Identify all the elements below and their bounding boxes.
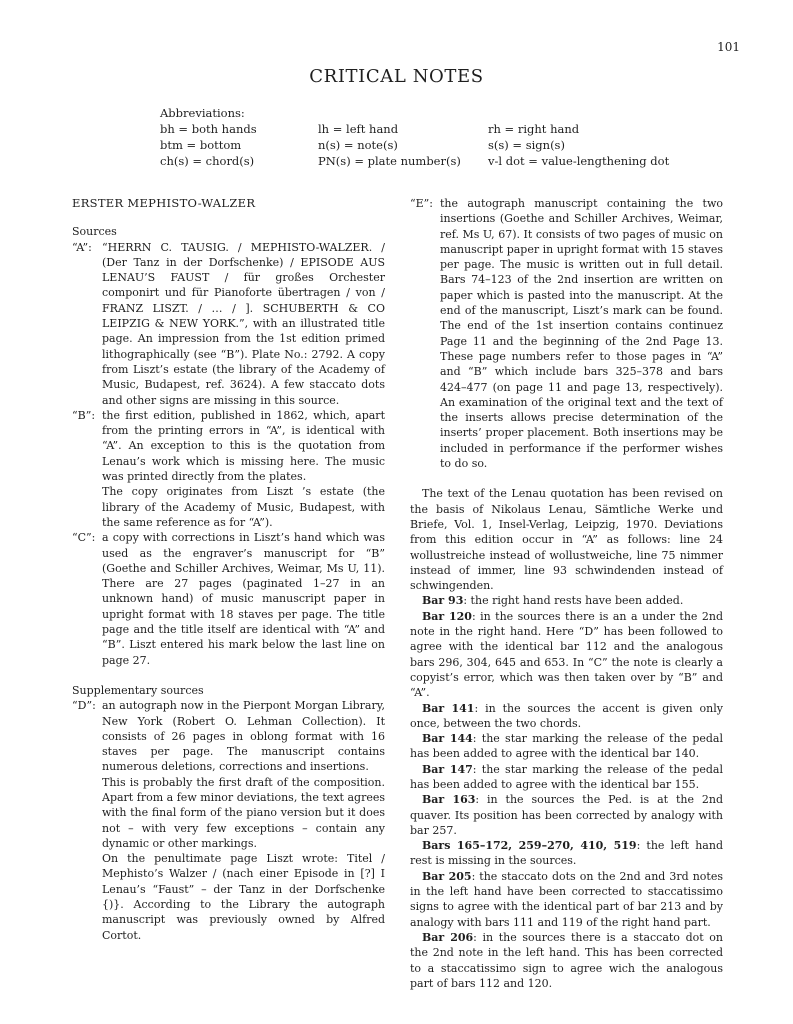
abbreviation-entry: PN(s) = plate number(s) — [318, 154, 461, 168]
right-column — [410, 196, 723, 991]
section-title: ERSTER MEPHISTO-WALZER — [72, 196, 256, 210]
bar-notes — [410, 593, 723, 991]
bar-number: Bar 205 — [422, 869, 472, 883]
sources-heading: Sources — [72, 225, 117, 239]
bar-note-text: : in the sources there is a staccato dot on the 2nd note in the left hand. This has been corrected to a staccatissimo sign to agree wich the analogous part of bars 112 and 120. — [410, 930, 723, 990]
abbreviation-row — [160, 121, 720, 137]
abbreviation-entry: s(s) = sign(s) — [488, 138, 565, 152]
source-entry-e — [410, 196, 723, 471]
bar-number: Bar 120 — [422, 609, 472, 623]
source-text: “HERRN C. TAUSIG. / MEPHISTO-WALZER. / (Der Tanz in der Dorfschenke) / EPISODE AUS LENAU’S FAUST / für großes Orchester componirt und für Pianoforte übertragen / von / FRANZ LISZT. / … / ]. SCHUBERTH & CO LEIPZIG & NEW YORK.”, with an illustrated title page. An impression from the 1st edition primed lithographically (see “B”). Plate No.: 2792. A copy from Liszt’s estate (the library of the Academy of Music, Budapest, ref. 3624). A few staccato dots and other signs are missing in this source. — [102, 240, 385, 407]
bar-note-text: : the star marking the release of the pedal has been added to agree with the identical bar 140. — [410, 732, 723, 761]
source-entry-c — [72, 530, 385, 668]
abbreviation-entry: rh = right hand — [488, 122, 580, 136]
abbreviation-entry: v-l dot = value-lengthening dot — [488, 154, 670, 168]
bar-note — [410, 609, 723, 701]
left-column — [72, 196, 385, 943]
bar-number: Bar 141 — [422, 701, 475, 715]
bar-note — [410, 701, 723, 732]
abbreviation-row — [160, 137, 720, 153]
abbreviation-entry: bh = both hands — [160, 122, 257, 136]
source-entry-d — [72, 698, 385, 943]
source-text: a copy with corrections in Liszt’s hand which was used as the engraver’s manuscript for “B” (Goethe and Schiller Archives, Weimar, Ms U, 11). There are 27 pages (paginated 1–27 in an unknown hand) of music manuscript paper in upright format with 18 staves per page. The title page and the title itself are identical with “A” and “B”. Liszt entered his mark below the last line on page 27. — [102, 531, 385, 667]
bar-note-text: : the left hand rest is missing in the sources. — [410, 839, 723, 868]
bar-note-text: : in the sources the Ped. is at the 2nd quaver. Its position has been corrected by analogy with bar 257. — [410, 793, 724, 837]
bar-number: Bar 206 — [422, 930, 474, 944]
source-label: “E”: — [410, 197, 433, 210]
supplementary-sources-heading: Supplementary sources — [72, 683, 204, 697]
bar-note-text: : in the sources the accent is given only once, between the two chords. — [410, 701, 723, 730]
bar-number: Bar 144 — [422, 732, 473, 746]
bar-note — [410, 731, 723, 762]
abbreviation-row — [160, 153, 720, 169]
source-entry-b — [72, 408, 385, 530]
abbreviation-entry: lh = left hand — [318, 122, 399, 136]
abbreviations-block — [160, 105, 720, 169]
bar-number: Bar 147 — [422, 762, 473, 776]
page-title: CRITICAL NOTES — [309, 66, 484, 87]
abbreviation-entry: ch(s) = chord(s) — [160, 154, 255, 168]
bar-number: Bars 165–172, 259–270, 410, 519 — [422, 839, 637, 853]
page-number: 101 — [717, 40, 740, 54]
bar-note — [410, 869, 723, 930]
bar-note — [410, 838, 723, 869]
bar-note — [410, 792, 723, 838]
bar-note-text: : the right hand rests have been added. — [463, 594, 684, 608]
abbreviations-heading: Abbreviations: — [160, 106, 245, 120]
bar-note — [410, 593, 723, 608]
source-label: “B”: — [72, 408, 96, 422]
bar-note-text: : the star marking the release of the pedal has been added to agree with the identical bar 155. — [410, 762, 723, 791]
source-text: On the penultimate page Liszt wrote: Titel / Mephisto’s Walzer / (nach einer Episode in [?] I Lenau’s “Faust” – der Tanz in der Dorfschenke {)}. According to the Library the autograph manuscript was previously owned by Alfred Cortot. — [102, 852, 385, 942]
lenau-paragraph: The text of the Lenau quotation has been revised on the basis of Nikolaus Lenau, Sämtliche Werke und Briefe, Vol. 1, Insel-Verlag, Leipzig, 1970. Deviations from this edition occur in “A” as follows: line 24 wollustreiche instead of wollustweiche, line 75 nimmer instead of immer, line 93 schwindenden instead of schwingenden. — [410, 487, 723, 593]
bar-number: Bar 163 — [422, 793, 476, 807]
source-label: “A”: — [72, 240, 92, 254]
source-label: “D”: — [72, 699, 96, 713]
source-text: the first edition, published in 1862, which, apart from the printing errors in “A”, is identical with “A”. An exception to this is the quotation from Lenau’s work which is missing here. The music was printed directly from the plates. — [102, 408, 385, 484]
source-label: “C”: — [72, 531, 96, 545]
source-text: an autograph now in the Pierpont Morgan Library, New York (Robert O. Lehman Collection). It consists of 26 pages in oblong format with 16 staves per page. The manuscript contains numerous deletions, corrections and insertions. — [102, 699, 385, 774]
bar-note — [410, 930, 723, 991]
bar-number: Bar 93 — [422, 594, 464, 608]
bar-note-text: : the staccato dots on the 2nd and 3rd notes in the left hand have been corrected to staccatissimo signs to agree with the identical part of bar 213 and by analogy with bars 111 and 119 of the right hand part. — [410, 869, 724, 929]
abbreviation-entry: n(s) = note(s) — [318, 138, 398, 152]
source-entry-a — [72, 240, 385, 408]
abbreviation-entry: btm = bottom — [160, 138, 242, 152]
bar-note — [410, 762, 723, 793]
source-text: This is probably the first draft of the composition. Apart from a few minor deviations, the text agrees with the final form of the piano version but it does not – with very few exceptions – contain any dynamic or other markings. — [102, 775, 385, 850]
source-text: The copy originates from Liszt ’s estate (the library of the Academy of Music, Budapest, with the same reference as for “A”). — [102, 485, 385, 529]
source-text: the autograph manuscript containing the two insertions (Goethe and Schiller Archives, Weimar, ref. Ms U, 67). It consists of two pages of music on manuscript paper in upright format with 15 staves per page. The music is written out in full detail. Bars 74–123 of the 2nd insertion are written on paper which is pasted into the manuscript. At the end of the manuscript, Liszt’s mark can be found. The end of the 1st insertion contains continuez Page 11 and the beginning of the 2nd Page 13. These page numbers refer to those pages in “A” and “B” which include bars 325–378 and bars 424–477 (on page 11 and page 13, respectively). An examination of the original text and the text of the inserts allows precise determination of the inserts’ proper placement. Both insertions may be included in performance if the performer wishes to do so. — [440, 197, 723, 471]
bar-note-text: : in the sources there is an a under the 2nd note in the right hand. Here “D” has been followed to agree with the identical bar 112 and the analogous bars 296, 304, 645 and 653. In “C” the note is clearly a copyist’s error, which was then taken over by “B” and “A”. — [410, 609, 723, 700]
